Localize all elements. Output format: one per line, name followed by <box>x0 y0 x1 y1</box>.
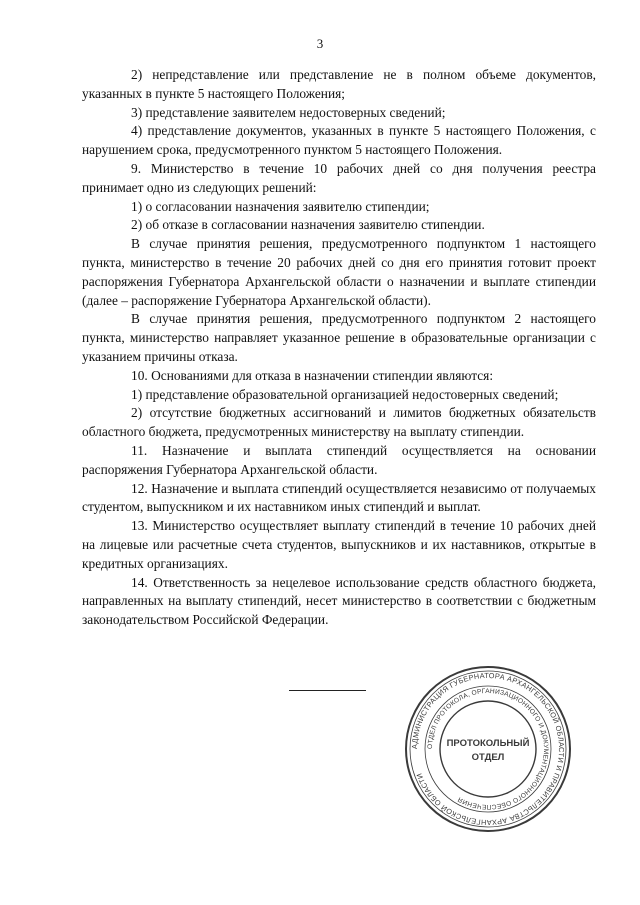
paragraph: 9. Министерство в течение 10 рабочих дней со дня получения реестра принимает одно из следующих решений: <box>82 160 596 195</box>
stamp-inner-ring-text: ОТДЕЛ ПРОТОКОЛА, ОРГАНИЗАЦИОННОГО И ДОКУМЕНТАЦИОННОГО ОБЕСПЕЧЕНИЯ <box>426 687 550 811</box>
paragraph: 13. Министерство осуществляет выплату стипендий в течение 10 рабочих дней на лицевые или расчетные счета студентов, выпускников и их наставников, открытые в кредитных организациях. <box>82 518 596 571</box>
official-stamp <box>403 664 573 834</box>
paragraph: 2) отсутствие бюджетных ассигнований и лимитов бюджетных обязательств областного бюджета, предусмотренных министерству на выплату стипендии. <box>82 405 596 440</box>
paragraph: 2) об отказе в согласовании назначения заявителю стипендии. <box>131 217 485 233</box>
paragraph: 11. Назначение и выплата стипендий осуществляется на основании распоряжения Губернатора Архангельской области. <box>82 442 596 477</box>
paragraph: В случае принятия решения, предусмотренного подпунктом 1 настоящего пункта, министерство в течение 20 рабочих дней со дня его принятия готовит проект распоряжения Губернатора Архангельской области о назначении и выплате стипендии (далее – распоряжение Губернатора Архангельской области). <box>82 236 596 308</box>
signature-separator-line <box>289 690 366 691</box>
document-body <box>82 66 596 630</box>
paragraph: 1) о согласовании назначения заявителю стипендии; <box>131 198 430 214</box>
paragraph: 3) представление заявителем недостоверных сведений; <box>131 104 446 120</box>
paragraph: 12. Назначение и выплата стипендий осуществляется независимо от получаемых студентом, выпускником и их наставником иных стипендий и выплат. <box>82 480 596 515</box>
stamp-center-line-1: ПРОТОКОЛЬНЫЙ <box>446 738 530 749</box>
stamp-inner-ring <box>440 701 536 797</box>
stamp-middle-ring <box>425 686 551 812</box>
paragraph: 1) представление образовательной организацией недостоверных сведений; <box>131 386 559 402</box>
stamp-center-line-2: ОТДЕЛ <box>471 752 505 763</box>
paragraph: 14. Ответственность за нецелевое использование средств областного бюджета, направленных на выплату стипендий, несет министерство в соответствии с бюджетным законодательством Российской Федерации. <box>82 574 596 628</box>
paragraph: В случае принятия решения, предусмотренного подпунктом 2 настоящего пункта, министерство направляет указанное решение в образовательные организации с указанием причины отказа. <box>82 311 596 364</box>
stamp-ring-text: АДМИНИСТРАЦИЯ ГУБЕРНАТОРА АРХАНГЕЛЬСКОЙ ОБЛАСТИ И ПРАВИТЕЛЬСТВА АРХАНГЕЛЬСКОЙ ОБЛАСТИ <box>409 670 567 828</box>
page-number: 3 <box>316 36 324 51</box>
paragraph: 10. Основаниями для отказа в назначении стипендии являются: <box>131 367 494 383</box>
paragraph: 4) представление документов, указанных в пункте 5 настоящего Положения, с нарушением срока, предусмотренного пунктом 5 настоящего Положения. <box>82 123 596 158</box>
paragraph: 2) непредставление или представление не в полном объеме документов, указанных в пункте 5 настоящего Положения; <box>82 67 596 101</box>
